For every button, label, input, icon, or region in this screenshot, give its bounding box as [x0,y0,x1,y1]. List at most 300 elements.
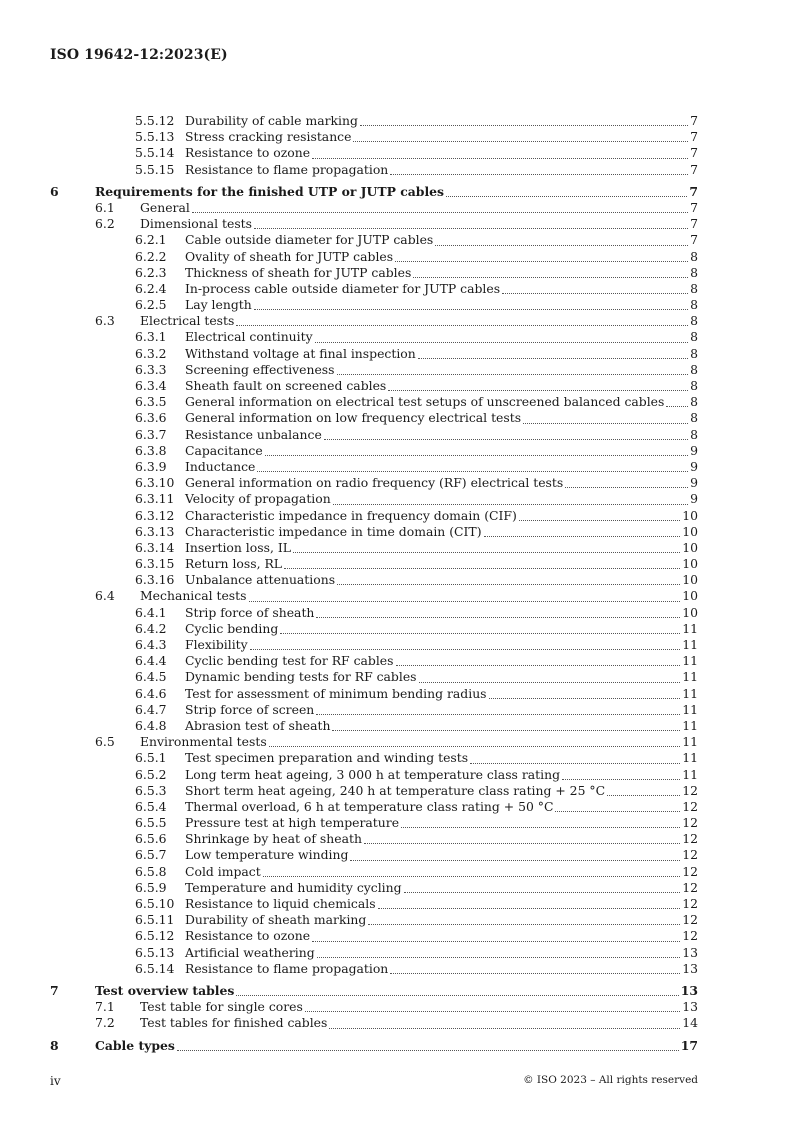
toc-entry-number: 6.3.6 [135,410,167,426]
toc-entry-number: 6.3.9 [135,458,167,474]
toc-entry-title: Strip force of screen [185,701,315,717]
toc-entry-number: 6.4.6 [135,685,167,701]
toc-entry-line [185,329,698,345]
toc-entry[interactable] [0,394,793,410]
toc-entry-number: 6.5.10 [135,896,175,911]
toc-entry[interactable] [0,961,793,977]
toc-entry-number: 6.4.8 [135,717,167,733]
toc-entry-title: Dynamic bending tests for RF cables [185,669,417,685]
toc-entry-line [95,983,698,999]
toc-entry[interactable] [0,540,793,556]
toc-entry-number: 6.4.4 [135,653,167,669]
toc-entry-number: 6.4 [95,588,115,604]
toc-entry-title: Thermal overload, 6 h at temperature class rating + 50 °C [185,798,554,814]
toc-entry-number: 6.2 [95,216,115,232]
toc-entry-line [185,145,698,161]
toc-entry-title: Short term heat ageing, 240 h at temperature class rating + 25 °C [185,782,606,798]
toc-entry-number: 6.5.14 [135,960,175,976]
toc-entry-page: 8 [690,345,698,361]
toc-entry-page: 8 [690,264,698,280]
toc-entry[interactable] [0,718,793,734]
toc-entry[interactable] [0,475,793,491]
toc-dot-leader [390,174,688,175]
toc-entry-title: General information on radio frequency (RF) electrical tests [185,475,564,491]
toc-entry-page: 8 [690,394,698,410]
toc-dot-leader [446,196,687,197]
toc-dot-leader [265,455,688,456]
toc-dot-leader [337,584,680,585]
toc-dot-leader [401,827,680,828]
toc-entry[interactable] [0,232,793,248]
toc-dot-leader [250,649,681,650]
toc-entry-page: 12 [682,928,698,944]
toc-entry-number: 6.2.5 [135,297,167,313]
toc-entry-number: 6.5.7 [135,847,167,863]
toc-entry-number: 6.3.8 [135,442,167,458]
toc-dot-leader [316,617,680,618]
toc-entry-number: 6.3.3 [135,361,167,377]
toc-dot-leader [254,228,688,229]
toc-entry-line [185,847,698,863]
toc-entry-title: Inductance [185,458,256,474]
toc-entry-title: Resistance to ozone [185,145,311,161]
toc-entry-page: 12 [682,896,698,911]
toc-entry-title: Insertion loss, IL [185,539,291,555]
toc-entry-title: General [140,199,190,215]
toc-entry-line [185,750,698,766]
toc-entry[interactable] [0,216,793,232]
toc-entry-page: 11 [682,620,698,636]
toc-entry-number: 6.3.16 [135,572,175,588]
toc-entry-number: 7.2 [95,1015,115,1031]
toc-entry-number: 6.3.10 [135,475,175,491]
toc-entry[interactable] [0,686,793,702]
toc-entry-line [185,475,698,491]
toc-entry-title: Velocity of propagation [185,491,331,507]
toc-entry-page: 11 [682,701,698,717]
toc-entry-page: 8 [690,297,698,313]
toc-entry-line [185,427,698,443]
toc-entry-number: 6.3.2 [135,345,167,361]
toc-entry[interactable] [0,864,793,880]
toc-entry[interactable] [0,896,793,912]
toc-entry-line [185,572,698,588]
toc-entry-page: 8 [690,329,698,345]
toc-entry-title: Requirements for the finished UTP or JUTP cables [95,183,445,199]
toc-entry-line [185,540,698,556]
toc-entry[interactable] [0,847,793,863]
toc-entry-number: 6.3.7 [135,426,167,442]
toc-entry-page: 10 [682,572,698,588]
toc-entry-title: General information on low frequency electrical tests [185,410,522,426]
toc-entry-line [185,162,698,178]
page-number: iv [50,1074,61,1088]
toc-entry-page: 10 [682,588,698,604]
toc-entry-page: 14 [682,1015,698,1031]
toc-dot-leader [489,698,681,699]
toc-entry-line [185,249,698,265]
toc-dot-leader [317,957,681,958]
toc-entry[interactable] [0,297,793,313]
toc-entry-page: 10 [682,523,698,539]
toc-dot-leader [333,504,688,505]
toc-entry-number: 6.3.12 [135,507,175,523]
toc-entry[interactable] [0,734,793,750]
toc-entry-page: 13 [682,944,698,960]
toc-entry-page: 7 [690,199,698,215]
toc-entry-number: 6.3.13 [135,523,175,539]
toc-entry[interactable] [0,653,793,669]
toc-entry-number: 7.1 [95,999,115,1015]
toc-entry-page: 7 [690,129,698,145]
toc-entry-number: 6.5.1 [135,750,167,766]
toc-entry-line [185,605,698,621]
toc-entry-line [185,346,698,362]
toc-entry-page: 8 [690,361,698,377]
toc-entry-number: 6.4.1 [135,604,167,620]
toc-entry-page: 12 [682,798,698,814]
toc-entry-title: Mechanical tests [140,588,247,604]
toc-dot-leader [390,973,680,974]
toc-entry[interactable] [0,815,793,831]
toc-entry-page: 11 [682,766,698,782]
toc-entry-title: Abrasion test of sheath [185,717,331,733]
toc-entry-line [185,459,698,475]
toc-entry-line [95,184,698,200]
toc-entry-line [185,129,698,145]
toc-entry-number: 8 [50,1037,59,1053]
toc-entry[interactable] [0,1015,793,1031]
toc-entry-number: 6 [50,183,59,199]
toc-dot-leader [364,843,680,844]
toc-entry-title: Low temperature winding [185,847,349,863]
toc-dot-leader [562,779,680,780]
toc-entry-title: Dimensional tests [140,216,253,232]
toc-entry-title: Resistance to liquid chemicals [185,896,376,911]
toc-entry-title: Long term heat ageing, 3 000 h at temperature class rating [185,766,561,782]
toc-entry-title: Screening effectiveness [185,361,335,377]
toc-entry[interactable] [0,945,793,961]
toc-entry[interactable] [0,750,793,766]
toc-entry[interactable] [0,265,793,281]
toc-dot-leader [555,811,680,812]
toc-dot-leader [280,633,680,634]
document-id-header: ISO 19642-12:2023(E) [50,47,228,63]
toc-entry[interactable] [0,605,793,621]
toc-entry[interactable] [0,459,793,475]
toc-entry[interactable] [0,249,793,265]
toc-entry-page: 7 [690,216,698,232]
toc-dot-leader [418,358,688,359]
toc-entry-number: 6.3.11 [135,491,175,507]
toc-entry[interactable] [0,912,793,928]
toc-dot-leader [324,439,688,440]
toc-entry-number: 6.3.4 [135,378,167,393]
toc-entry-title: Durability of cable marking [185,113,358,128]
toc-entry-title: Ovality of sheath for JUTP cables [185,248,394,264]
toc-entry-line [95,1038,698,1054]
toc-entry[interactable] [0,184,793,200]
toc-entry-line [185,621,698,637]
toc-entry-title: Unbalance attenuations [185,572,336,588]
toc-entry-line [185,945,698,961]
toc-entry-title: Capacitance [185,442,263,458]
toc-entry-page: 9 [690,442,698,458]
toc-entry[interactable] [0,329,793,345]
toc-dot-leader [236,995,678,996]
toc-entry[interactable] [0,637,793,653]
toc-dot-leader [360,125,688,126]
toc-entry-title: Lay length [185,297,252,313]
toc-entry-number: 6.2.4 [135,280,167,296]
toc-entry-number: 6.2.1 [135,232,167,248]
toc-entry-line [185,113,698,129]
toc-entry-line [185,556,698,572]
toc-entry-number: 6.3.14 [135,539,175,555]
toc-entry[interactable] [0,767,793,783]
toc-dot-leader [269,746,681,747]
toc-entry-title: Characteristic impedance in frequency domain (CIF) [185,507,517,523]
toc-dot-leader [523,423,688,424]
toc-entry-line [185,637,698,653]
toc-entry-line [185,896,698,912]
toc-entry-number: 6.5.2 [135,766,167,782]
toc-entry[interactable] [0,113,793,129]
toc-entry-title: Pressure test at high temperature [185,815,400,831]
toc-entry-page: 9 [690,458,698,474]
toc-entry-page: 11 [682,685,698,701]
toc-entry-line [185,718,698,734]
toc-entry-line [185,508,698,524]
toc-entry-title: Return loss, RL [185,556,283,572]
toc-dot-leader [293,552,680,553]
toc-entry-page: 13 [682,960,698,976]
toc-entry[interactable] [0,410,793,426]
toc-entry[interactable] [0,281,793,297]
toc-entry[interactable] [0,129,793,145]
toc-entry-line [185,815,698,831]
toc-entry-line [185,864,698,880]
toc-entry-page: 10 [682,539,698,555]
toc-dot-leader [607,795,680,796]
toc-entry[interactable] [0,588,793,604]
toc-dot-leader [350,860,680,861]
toc-dot-leader [404,892,681,893]
toc-entry[interactable] [0,524,793,540]
toc-entry-line [185,767,698,783]
toc-entry-line [140,588,698,604]
toc-dot-leader [254,309,688,310]
toc-entry-page: 12 [682,831,698,847]
toc-entry-title: Cyclic bending test for RF cables [185,653,394,669]
toc-entry[interactable] [0,831,793,847]
toc-entry[interactable] [0,145,793,161]
toc-entry-page: 8 [690,280,698,296]
toc-dot-leader [305,1011,680,1012]
toc-entry-number: 6.5.6 [135,831,167,847]
toc-entry[interactable] [0,621,793,637]
toc-entry-number: 6.3.1 [135,329,167,345]
toc-entry[interactable] [0,378,793,394]
toc-entry[interactable] [0,669,793,685]
toc-entry-line [185,362,698,378]
toc-entry-line [185,491,698,507]
copyright-notice: © ISO 2023 – All rights reserved [523,1074,698,1086]
toc-dot-leader [329,1028,680,1029]
toc-entry-line [185,394,698,410]
toc-entry-line [185,912,698,928]
toc-entry-title: Strip force of sheath [185,604,315,620]
toc-dot-leader [435,245,688,246]
toc-entry-number: 6.4.7 [135,701,167,717]
toc-entry-number: 5.5.15 [135,161,175,177]
toc-entry-page: 9 [690,491,698,507]
toc-entry-page: 8 [690,410,698,426]
toc-entry-line [185,880,698,896]
toc-entry-line [185,410,698,426]
toc-entry[interactable] [0,491,793,507]
toc-dot-leader [315,342,689,343]
toc-dot-leader [519,520,680,521]
toc-entry-page: 12 [682,847,698,863]
toc-entry-number: 6.5.5 [135,815,167,831]
toc-entry[interactable] [0,508,793,524]
toc-entry[interactable] [0,200,793,216]
toc-entry-number: 6.3.15 [135,556,175,572]
table-of-contents [0,113,793,1054]
toc-entry-title: Cable types [95,1037,175,1053]
toc-entry[interactable] [0,443,793,459]
toc-entry-number: 6.5.9 [135,879,167,895]
toc-entry-page: 11 [682,717,698,733]
toc-entry[interactable] [0,999,793,1015]
toc-entry-title: Test tables for finished cables [140,1015,328,1031]
toc-entry-line [140,313,698,329]
toc-entry[interactable] [0,983,793,999]
toc-entry-line [185,799,698,815]
toc-dot-leader [337,374,689,375]
toc-entry-number: 6.5.11 [135,912,175,928]
toc-entry[interactable] [0,313,793,329]
toc-dot-leader [419,682,681,683]
toc-entry-page: 11 [682,637,698,652]
toc-entry-title: Resistance to flame propagation [185,161,389,177]
toc-entry-line [140,200,698,216]
toc-entry-page: 12 [682,912,698,928]
toc-dot-leader [565,487,688,488]
toc-entry-number: 6.4.2 [135,620,167,636]
toc-entry-page: 17 [680,1037,698,1053]
toc-entry[interactable] [0,702,793,718]
toc-dot-leader [378,908,681,909]
toc-entry-line [185,378,698,394]
toc-dot-leader [284,568,680,569]
toc-entry-page: 7 [690,232,698,248]
toc-entry-page: 8 [690,313,698,329]
toc-entry-number: 6.5.13 [135,944,175,960]
toc-entry-number: 6.2.3 [135,264,167,280]
toc-dot-leader [388,390,688,391]
toc-entry-page: 11 [682,669,698,685]
toc-entry[interactable] [0,346,793,362]
toc-entry-title: Temperature and humidity cycling [185,879,402,895]
toc-entry[interactable] [0,427,793,443]
toc-entry[interactable] [0,880,793,896]
toc-entry-number: 6.5.4 [135,798,167,814]
toc-entry-number: 6.4.5 [135,669,167,685]
toc-entry-title: Test overview tables [95,982,235,998]
toc-dot-leader [316,714,680,715]
toc-entry[interactable] [0,572,793,588]
toc-entry-title: Characteristic impedance in time domain (CIT) [185,523,482,539]
toc-entry-page: 12 [682,863,698,879]
toc-entry-line [140,734,698,750]
toc-entry-line [185,928,698,944]
toc-entry-page: 11 [682,734,698,750]
toc-entry-page: 12 [682,782,698,798]
toc-dot-leader [413,277,688,278]
toc-entry-number: 6.5.8 [135,863,167,879]
toc-entry-page: 12 [682,879,698,895]
toc-entry-line [185,297,698,313]
toc-dot-leader [484,536,681,537]
toc-entry-title: Shrinkage by heat of sheath [185,831,362,847]
toc-entry-line [185,702,698,718]
toc-entry-number: 6.2.2 [135,248,167,264]
toc-entry[interactable] [0,783,793,799]
toc-entry-number: 6.5.3 [135,782,167,798]
toc-entry-line [185,653,698,669]
toc-entry[interactable] [0,928,793,944]
toc-entry-page: 9 [690,475,698,491]
toc-entry-page: 10 [682,604,698,620]
toc-dot-leader [470,763,680,764]
toc-entry-title: Artificial weathering [185,944,315,960]
toc-entry-line [185,265,698,281]
toc-entry-line [185,281,698,297]
toc-entry[interactable] [0,799,793,815]
toc-entry[interactable] [0,362,793,378]
toc-dot-leader [192,212,688,213]
toc-entry-line [185,232,698,248]
toc-entry-number: 7 [50,982,59,998]
toc-entry-page: 10 [682,507,698,523]
toc-entry-number: 6.5 [95,734,115,750]
toc-entry-number: 6.1 [95,199,115,215]
toc-dot-leader [396,665,681,666]
toc-dot-leader [257,471,688,472]
toc-entry-title: Sheath fault on screened cables [185,378,387,393]
toc-entry[interactable] [0,1038,793,1054]
toc-entry-page: 10 [682,556,698,572]
toc-entry-number: 5.5.13 [135,129,175,145]
toc-entry-page: 7 [689,183,698,199]
toc-entry-title: Test table for single cores [140,999,303,1015]
toc-entry-line [185,524,698,540]
toc-entry-line [185,831,698,847]
toc-entry-page: 8 [690,378,698,393]
toc-entry-page: 7 [690,113,698,128]
toc-entry-title: Resistance to flame propagation [185,960,389,976]
toc-entry[interactable] [0,556,793,572]
toc-entry-page: 8 [690,248,698,264]
toc-dot-leader [312,158,688,159]
toc-entry[interactable] [0,162,793,178]
toc-dot-leader [368,924,680,925]
toc-dot-leader [312,941,680,942]
toc-dot-leader [263,876,680,877]
toc-entry-title: Electrical tests [140,313,235,329]
